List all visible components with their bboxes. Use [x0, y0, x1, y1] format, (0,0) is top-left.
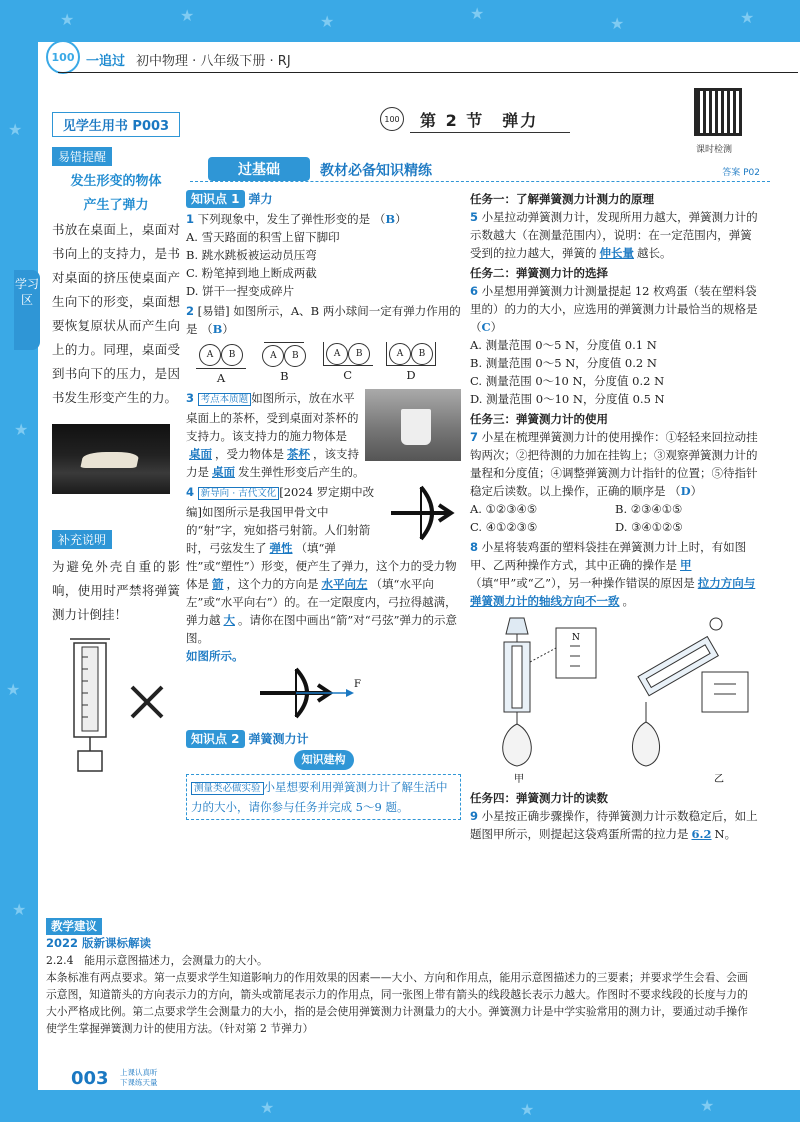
- mistake-tip-line1: 发生形变的物体: [70, 174, 162, 189]
- qr-code-icon[interactable]: [694, 88, 742, 136]
- q4-fill-4: 大: [223, 613, 235, 627]
- q4-stem-5: 。请你在图中画出“箭”对“弓弦”弹力的示意图。: [186, 613, 458, 645]
- knowledge-point-2: [186, 730, 461, 748]
- q5-fill: 伸长量: [599, 246, 634, 260]
- figure-yi: [632, 618, 748, 784]
- book-title: 初中物理 · 八年级下册 · RJ: [136, 54, 291, 69]
- student-book-reference: 见学生用书 P003: [52, 112, 180, 137]
- knowledge-point-1: [186, 190, 461, 208]
- q6-number: 6: [470, 284, 479, 298]
- section-title: [380, 104, 570, 134]
- q4-answer: 如图所示。: [186, 649, 244, 663]
- task-2-heading: 任务二：弹簧测力计的选择: [470, 266, 608, 280]
- q6-option-b: B. 测量范围 0～5 N，分度值 0.2 N: [470, 356, 657, 370]
- question-4: [186, 483, 461, 724]
- mistake-explanation: 书放在桌面上，桌面对书向上的支持力，是书对桌面的挤压使桌面产生向下的形变，桌面想要恢复原状从而产生向上的力。同理，桌面受到书向下的压力，是因书发生形变产生的力。: [52, 222, 180, 405]
- band-rule: [190, 181, 770, 182]
- question-5: [470, 208, 760, 262]
- q1-answer: B: [385, 212, 396, 226]
- q7-option-a: A. ①②③④⑤: [470, 502, 538, 516]
- q8-stem-2: （填“甲”或“乙”），另一种操作错误的原因是: [470, 576, 695, 590]
- q7-option-b: B. ②③④①⑤: [615, 502, 683, 516]
- slogan-line-1: 上课认真听: [120, 1068, 158, 1077]
- task-4-heading: 任务四：弹簧测力计的读数: [470, 791, 608, 805]
- qr-label: 课时检测: [696, 145, 733, 155]
- q4-stem-1: [2024 罗定期中改编]如图所示是我国甲骨文中的“射”字，宛如搭弓射箭。人们射箭时，弓弦发生了: [186, 485, 375, 555]
- question-9: [470, 807, 760, 843]
- task-1-heading: 任务一：了解弹簧测力计测力的原理: [470, 192, 654, 206]
- q2-answer: B: [212, 322, 223, 336]
- brand-logo-icon: 100: [46, 40, 80, 74]
- curriculum-standard: 2.2.4 能用示意图描述力，会测量力的大小。: [46, 954, 268, 967]
- fig-yi-label: 乙: [714, 774, 724, 784]
- q3-fill-3: 桌面: [212, 465, 235, 479]
- q4-stem-2: （填“弹性”或“塑性”）形变，便产生了弹力，这个力的受力物体是: [186, 541, 457, 591]
- q7-stem: 小星在梳理弹簧测力计的使用操作：①轻轻来回拉动挂钩两次；②把待测的力加在挂钩上；③观察弹簧测力计的量程和分度值；④调整弹簧测力计指针的位置；⑤待指针稳定后读数。以上操作，正确的顺序是: [470, 430, 758, 498]
- question-8: 8 小星将装鸡蛋的塑料袋挂在弹簧测力计上时，有如图甲、乙两种操作方式，其中正确的操作是 甲（填“甲”或“乙”），另一种操作错误的原因是 拉力方向与弹簧测力计的轴线方向不一致 。: [470, 540, 756, 608]
- q8-fill-2: 拉力方向与弹簧测力计的轴线方向不一致: [470, 576, 756, 608]
- q5-number: 5: [470, 210, 479, 224]
- q8-number: 8: [470, 540, 479, 554]
- ball-figures: [196, 342, 436, 387]
- kp1-label: 知识点 1: [186, 190, 245, 208]
- fig-jia-label: 甲: [514, 774, 524, 784]
- spring-scale-operation-figure: [470, 612, 760, 784]
- q9-fill: 6.2: [691, 827, 712, 841]
- teaching-suggestion: [46, 918, 758, 1037]
- q8-stem-1: 小星将装鸡蛋的塑料袋挂在弹簧测力计上时，有如图甲、乙两种操作方式，其中正确的操作是: [470, 540, 747, 572]
- question-2: 2 [易错] 如图所示，A、B 两小球间一定有弹力作用的是 （B） A B A A B B A B C A B D: [186, 304, 461, 385]
- q5-end: 越长。: [637, 246, 672, 260]
- force-label: F: [354, 679, 361, 690]
- page-number: 003: [68, 1068, 112, 1089]
- slogan-line-2: 下课练天量: [120, 1078, 158, 1087]
- book-on-table-photo: [52, 424, 170, 494]
- q3-fill-2: 茶杯: [287, 447, 310, 461]
- q3-number: 3: [186, 391, 195, 405]
- task-3-heading: 任务三：弹簧测力计的使用: [470, 412, 608, 426]
- question-6: 6 小星想用弹簧测力计测量提起 12 枚鸡蛋（装在塑料袋里的）的力的大小，应选用的弹簧测力计最恰当的规格是 （C） A. 测量范围 0～5 N，分度值 0.1 N B. 测量范围 0～5 N，分度值 0.2 N C. 测量范围 0～10 N，分度值 0.2 N D. 测量范围 0～10 N，分度值 0.5 N: [470, 282, 760, 408]
- page-footer: [40, 1066, 190, 1092]
- inverted-spring-scale-figure: [52, 637, 172, 777]
- series-name: 一追过: [86, 54, 126, 69]
- experiment-tag: 测量类必做实验: [191, 782, 264, 795]
- q7-option-d: D. ③④①②⑤: [615, 520, 683, 534]
- q4-number: 4: [186, 485, 195, 499]
- teacup-photo: [365, 389, 461, 461]
- ball-figure-b: A B B: [259, 342, 309, 387]
- q3-tag: 考点本质题: [198, 393, 252, 406]
- column-left: [186, 190, 461, 820]
- q4-tag: 新导向 · 古代文化: [198, 487, 280, 500]
- figure-jia: [503, 618, 596, 784]
- q3-stem-1: 如图所示，放在水平桌面上的茶杯，受到桌面对茶杯的支持力。该支持力的施力物体是: [186, 391, 359, 443]
- q1-option-d: D. 饼干一捏变成碎片: [186, 284, 295, 298]
- q7-answer: D: [680, 484, 691, 498]
- band-title: 过基础: [208, 157, 310, 181]
- q1-option-b: B. 跳水跳板被运动员压弯: [186, 248, 317, 262]
- kp2-name: 弹簧测力计: [248, 732, 309, 746]
- q4-fill-2: 箭: [212, 577, 224, 591]
- q2-tag: 易错: [202, 304, 226, 318]
- section-heading: 第 2 节 弹力: [420, 111, 539, 130]
- ball-figure-d: A B D: [386, 342, 436, 387]
- q3-stem-2: ，受力物体是: [215, 447, 284, 461]
- q2-stem: 如图所示，A、B 两小球间一定有弹力作用的是: [186, 304, 461, 336]
- q7-number: 7: [470, 430, 479, 444]
- fig-label-a: A: [216, 371, 226, 385]
- kp2-label: 知识点 2: [186, 730, 245, 748]
- shoot-character-icon: [381, 483, 461, 543]
- fig-n-label: N: [572, 633, 580, 643]
- q9-unit: N。: [714, 827, 737, 841]
- q1-option-c: C. 粉笔掉到地上断成两截: [186, 266, 317, 280]
- question-1: 1 下列现象中，发生了弹性形变的是 （B） A. 雪天路面的积雪上留下脚印 B. 跳水跳板被运动员压弯 C. 粉笔掉到地上断成两截 D. 饼干一捏变成碎片: [186, 210, 461, 300]
- supplement-tag: 补充说明: [52, 530, 112, 549]
- fig-label-b: B: [280, 369, 289, 383]
- knowledge-build-tag: 知识建构: [294, 750, 354, 770]
- q1-option-a: A. 雪天路面的积雪上留下脚印: [186, 230, 340, 244]
- band-subtitle: 教材必备知识精练: [320, 163, 432, 179]
- experiment-box: [186, 774, 461, 820]
- experiment-intro: 小星想要利用弹簧测力计了解生活中力的大小，请你参与任务并完成 5～9 题。: [191, 780, 448, 814]
- ball-figure-a: A B A: [196, 342, 246, 387]
- q4-stem-4: （填“水平向左”或“水平向右”）的。在一定限度内，弓拉得越满，弹力越: [186, 577, 457, 627]
- q9-stem: 小星按正确步骤操作，待弹簧测力计示数稳定后，如上题图甲所示，则提起这袋鸡蛋所需的拉力是: [470, 809, 758, 841]
- q3-stem-4: 发生弹性形变后产生的。: [238, 465, 365, 479]
- q6-stem: 小星想用弹簧测力计测量提起 12 枚鸡蛋（装在塑料袋里的）的力的大小，应选用的弹簧测力计最恰当的规格是: [470, 284, 758, 316]
- q5-stem: 小星拉动弹簧测力计，发现所用力越大，弹簧测力计的示数越大（在测量范围内），说明：在一定范围内，弹簧受到的拉力越大，弹簧的: [470, 210, 758, 260]
- q8-fill-1: 甲: [680, 558, 692, 572]
- knowledge-build: [186, 750, 461, 770]
- q6-answer: C: [481, 320, 491, 334]
- q4-fill-1: 弹性: [269, 541, 293, 555]
- answer-reference: 答案 P02: [722, 168, 760, 178]
- q4-fill-3: 水平向左: [321, 577, 368, 591]
- kp1-name: 弹力: [248, 192, 273, 206]
- supplement-note: 为避免外壳自重的影响，使用时严禁将弹簧测力计倒挂！: [52, 559, 180, 622]
- q2-number: 2: [186, 304, 195, 318]
- question-7: 7 小星在梳理弹簧测力计的使用操作：①轻轻来回拉动挂钩两次；②把待测的力加在挂钩上；③观察弹簧测力计的量程和分度值；④调整弹簧测力计指针的位置；⑤待指针稳定后读数。以上操作，正确的顺序是 （D） A. ①②③④⑤ B. ②③④①⑤ C. ④①②③⑤ D. ③④①②⑤: [470, 428, 760, 536]
- mistake-tip-tag: 易错提醒: [52, 147, 112, 166]
- header-rule: [58, 72, 798, 73]
- teaching-heading: 教学建议: [46, 918, 102, 935]
- fig-label-c: C: [343, 368, 353, 382]
- background-stars: ★ ★ ★ ★ ★ ★ ★ ★ ★ ★ ★ ★ ★: [6, 4, 755, 1119]
- q6-option-d: D. 测量范围 0～10 N，分度值 0.5 N: [470, 392, 665, 406]
- ball-figure-c: A B C: [323, 342, 373, 387]
- q4-stem-3: ，这个力的方向是: [226, 577, 319, 591]
- column-right: [470, 190, 760, 845]
- q7-option-c: C. ④①②③⑤: [470, 520, 538, 534]
- q1-number: 1: [186, 212, 195, 226]
- study-zone-tab: 学习区: [14, 270, 40, 350]
- section-underline: [410, 132, 570, 133]
- q3-fill-1: 桌面: [189, 447, 212, 461]
- section-badge-icon: 100: [380, 107, 404, 131]
- curriculum-heading: 2022 版新课标解读: [46, 936, 152, 950]
- curriculum-explanation: 本条标准有两点要求。第一点要求学生知道影响力的作用效果的因素——大小、方向和作用点，能用示意图描述力的三要素；并要求学生会看、会画示意图，知道箭头的方向表示力的方向，箭头或箭尾表示力的作用点，同一张图上带有箭头的线段越长表示力越大。作图时不要求线段的长度与力的大小严格成比例。第二点要求学生会测量力的大小，指的是会使用弹簧测力计测量力的大小。弹簧测力计是中学实验常用的测力计，要通过动手操作使学生掌握弹簧测力计的使用方法。（针对第 2 节弹力）: [46, 971, 748, 1035]
- q3-stem-3: ，该支持力是: [186, 447, 359, 479]
- q1-stem: 下列现象中，发生了弹性形变的是: [197, 212, 371, 226]
- q6-option-c: C. 测量范围 0～10 N，分度值 0.2 N: [470, 374, 665, 388]
- page-header: [38, 42, 800, 72]
- question-3: [186, 389, 461, 481]
- q9-number: 9: [470, 809, 479, 823]
- bow-force-answer-figure: [246, 665, 366, 719]
- q6-option-a: A. 测量范围 0～5 N，分度值 0.1 N: [470, 338, 657, 352]
- footer-slogan: [120, 1068, 158, 1088]
- section-band: [190, 157, 770, 183]
- mistake-tip-line2: 产生了弹力: [83, 198, 149, 213]
- sidebar: [52, 112, 180, 781]
- fig-label-d: D: [406, 368, 416, 382]
